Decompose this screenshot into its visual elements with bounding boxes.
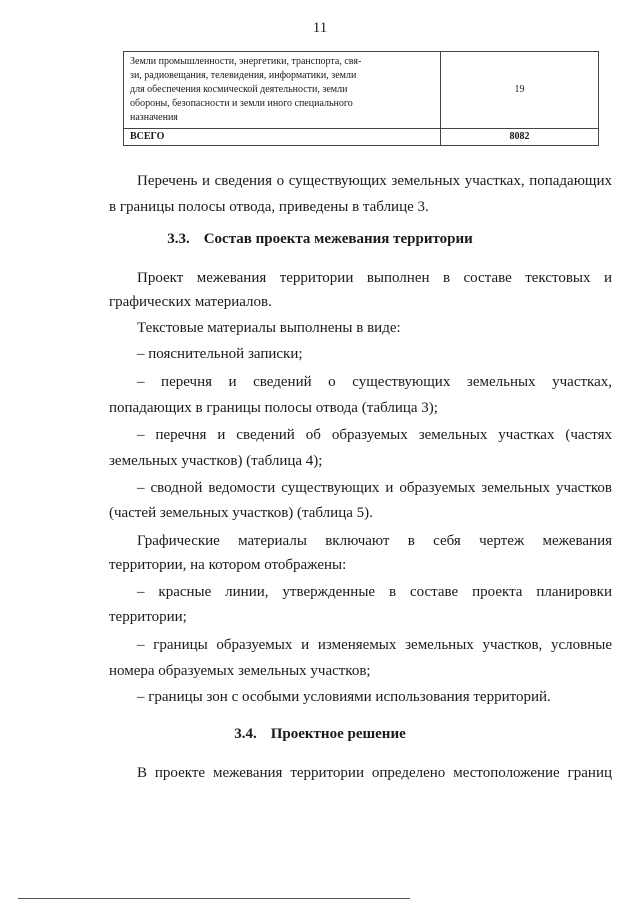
list-item-explanatory-note: – пояснительной записки; <box>137 346 303 362</box>
paragraph-existing-plots: Перечень и сведения о существующих земельных участках, попадающих <box>137 173 612 189</box>
land-category-cell <box>124 52 441 129</box>
list-item-plot-boundaries-cont: номера образуемых земельных участков; <box>109 663 371 679</box>
list-item-formed-plots: – перечня и сведений об образуемых земельных участках (частях <box>137 427 612 443</box>
paragraph-design-solution: В проекте межевания территории определено местоположение границ <box>137 765 612 781</box>
paragraph-graphic-materials: Графические материалы включают в себя чертеж межевания <box>137 533 612 549</box>
list-item-summary-sheet-cont: (частей земельных участков) (таблица 5). <box>109 505 373 521</box>
bottom-rule <box>18 898 410 899</box>
category-text-line: назначения <box>130 112 178 123</box>
category-text-line: Земли промышленности, энергетики, транспорта, свя- <box>130 56 362 67</box>
list-item-summary-sheet: – сводной ведомости существующих и образуемых земельных участков <box>137 480 612 496</box>
category-text-line: обороны, безопасности и земли иного специального <box>130 98 353 109</box>
paragraph-text-materials: Текстовые материалы выполнены в виде: <box>137 320 401 336</box>
category-text-line: для обеспечения космической деятельности, земли <box>130 84 348 95</box>
table-row <box>124 52 599 129</box>
area-value-cell: 19 <box>441 52 599 129</box>
category-text-line: зи, радиовещания, телевидения, информатики, земли <box>130 70 357 81</box>
list-item-red-lines: – красные линии, утвержденные в составе проекта планировки <box>137 584 612 600</box>
total-label-cell: ВСЕГО <box>124 129 441 146</box>
total-value-cell: 8082 <box>441 129 599 146</box>
table-total-row <box>124 129 599 146</box>
list-item-plot-boundaries: – границы образуемых и изменяемых земельных участков, условные <box>137 637 612 653</box>
paragraph-project-composition-cont: графических материалов. <box>109 294 272 310</box>
land-category-table <box>123 51 599 146</box>
section-heading-3-3: 3.3. Состав проекта межевания территории <box>167 231 473 247</box>
list-item-formed-plots-cont: земельных участков) (таблица 4); <box>109 453 323 469</box>
paragraph-existing-plots-cont: в границы полосы отвода, приведены в таблице 3. <box>109 199 429 215</box>
list-item-red-lines-cont: территории; <box>109 609 187 625</box>
section-heading-3-4: 3.4. Проектное решение <box>234 726 406 742</box>
list-item-special-zones: – границы зон с особыми условиями использования территорий. <box>137 689 551 705</box>
list-item-existing-plots: – перечня и сведений о существующих земельных участках, <box>137 374 612 390</box>
list-item-existing-plots-cont: попадающих в границы полосы отвода (таблица 3); <box>109 400 438 416</box>
page-number: 11 <box>312 20 328 36</box>
paragraph-graphic-materials-cont: территории, на котором отображены: <box>109 557 347 573</box>
paragraph-project-composition: Проект межевания территории выполнен в составе текстовых и <box>137 270 612 286</box>
